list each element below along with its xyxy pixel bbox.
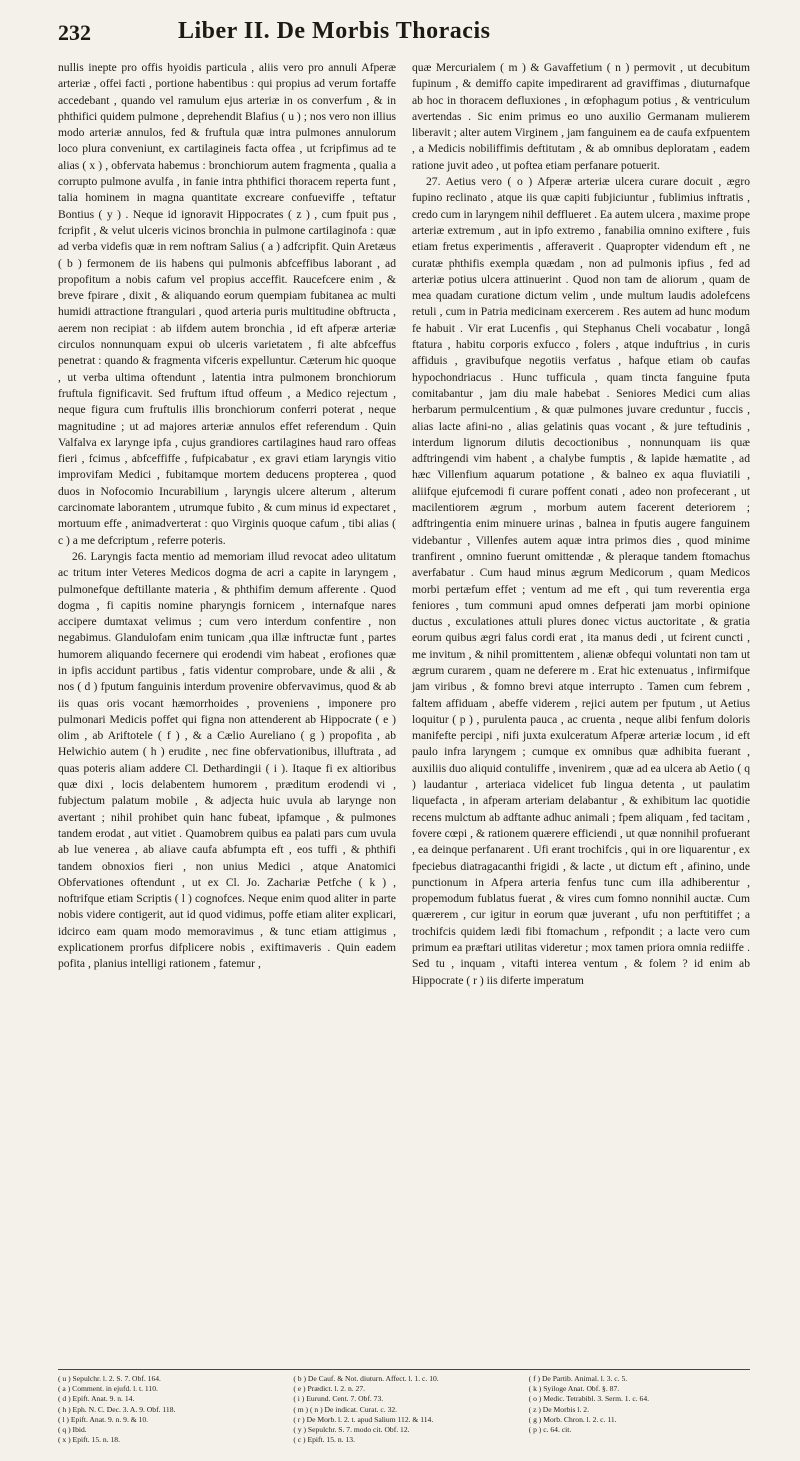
footnote: ( i ) Eurund. Cent. 7. Obf. 73. bbox=[293, 1394, 384, 1404]
footnote: ( x ) Epift. 15. n. 18. bbox=[58, 1435, 121, 1445]
footnote: ( p ) c. 64. cit. bbox=[528, 1425, 572, 1435]
text-columns bbox=[58, 60, 750, 1365]
page-header bbox=[58, 18, 748, 48]
footnote: ( u ) Sepulchr. l. 2. S. 7. Obf. 164. bbox=[58, 1374, 161, 1383]
paragraph: 26. Laryngis facta mentio ad memoriam illud revocat adeo ulitatum ac tritum inter Veteres Medicos dogma de acri a capite in laryngem , pulmonefque deftillante materia , & phthifim demum afferente . Quod dogma , fi capitis nomine pharyngis fornicem , internafque nares accipere dumtaxat velimus ; cum vero interdum confentire , non negabimus. Glandulofam enim tunicam ,qua illæ inftructæ funt , partes humorem aliquando fecernere qui erodendi vim habeat , erofiones quæ in ipfis accidunt partibus , fatis videntur comprobare, unde & alii , & nos ( d ) fputum fanguinis interdum provenire obfervavimus, quod & ab iis quas oris vocant hæmorrhoides , proveniens , imponere pro pulmonari Medicis poffet qui figna non attenderent ab Hippocrate ( e ) olim , ab Ariftotele ( f ) , & a Cælio Aureliano ( g ) propofita , ab Helwichio autem ( h ) erudite , nec fine obfervationibus, illuftrata , ad quas poteris aliam addere Cl. Dethardingii ( i ). Itaque fi ex altioribus quæ dixi , locis delabentem humorem , præditum erodendi vi , fubjectum palatum mobile , & adjecta huic uvula ab larynge non avertant ; nihil prohibet quin hanc fubeat, ipfamque , & pulmones tandem erodat , aut vitiet . Quamobrem quibus ea palati pars cum uvula ab lue venerea , ab aliave caufa abfumpta eft , eos tuffi , & phthifi tandem obnoxios fieri , non unius Medici , atque Anatomici Obfervationes oftendunt , ut ex Cl. Jo. Zachariæ Petfche ( k ) , noftrifque etiam Scriptis ( l ) cognofces. Neque enim quod aliter in parte nobis videre contigerit, aut id quod vidimus, poffe etiam aliter explicari, idcirco eam quam modo memoravimus , & tunc etiam attigimus , explicationem prorfus difplicere nobis , exiftimaveris . Quin eadem pofita , planius intelligi rationem , fatemur , bbox=[58, 549, 396, 971]
footnote: ( c ) Epift. 15. n. 13. bbox=[293, 1435, 355, 1445]
right-column bbox=[412, 60, 750, 1365]
footnote: ( o ) Medic. Tetrabibl. 3. Serm. 1. c. 64. bbox=[528, 1394, 650, 1404]
footnote: ( f ) De Partib. Animal. l. 3. c. 5. bbox=[528, 1374, 628, 1383]
paragraph: nullis inepte pro offis hyoidis particula , aliis vero pro annuli Afperæ arteriæ , offei facti , portione habentibus : qui propius ad verum fortaffe accedebant , quando vel ramulum ejus arteriæ in os converfum , & in phthifici quidem pulmone , deprehendit Blafius ( u ) ; nos vero non illius modo arteriæ annulos, fed & fruftula quæ intra pulmones annulorum loco plura conveniunt, ex cartilagineis facta offea , ut fcripfimus ad te alias ( x ) , obfervata habemus : bronchiorum autem fragmenta , qualia a corrupto pulmone avulfa , in fanie intra phthifici thoracem reperta funt , talia hominem in magna quantitate excreare confueviffe , teftatur Bontius ( y ) . Neque id ignoravit Hippocrates ( z ) , cum fpuit pus , fcripfit , & velut ulceris vicinos bronchia in pulmone cartilaginofa : quæ ad verba videfis quæ in rem noftram Salius ( a ) adfcripfit. Quin Aretæus ( b ) fermonem de iis habens qui pulmonis abfceffibus laborant , ad propofitum a nobis cafum vel propius acceffit. Raucefcere enim , & breve fpirare , dixit , & aliquando eorum quempiam fubitanea ac multi humidi attractione ftrangulari , quod arteria puris multitudine obftructa , aerem non recipiat : ab iifdem autem bronchia , id eft afperæ arteriæ circulos nonnunquam expui ob ulceris varietatem , fi alte abfceffus penetrat : quando & fragmenta vifceris expelluntur. Cæterum hic quoque , ut verba ultima oftendunt , latentia intra pulmonem bronchiorum fruftula fignificavit. Sed fruftum iftud offeum , a Medico rejectum , neque figura cum fruftulis illis bronchiorum conferri poterat , neque magnitudine ; ut ad majores arteriæ annulos effet referendum . Quin Valfalva ex larynge ipfa , cujus grandiores cartilagines haud raro offeas fieri , fcimus , abfceffiffe , fufpicabatur , ex gravi etiam laryngis vitio improvifam Medici , fubitamque mortem deducens propterea , quod duos in Nofocomio Incurabilium , laryngis ulcere alterum , alterum carcinomate laborantem , utrumque fubito , & cum minus id expectaret , mortuum effe , animadverterat : quo Virginis quoque cafum , tibi alias ( c ) a me defcriptum , referre poteris. bbox=[58, 61, 396, 547]
footnotes bbox=[58, 1374, 750, 1445]
left-column bbox=[58, 60, 396, 1365]
footnote: ( e ) Prædict. l. 2. n. 27. bbox=[293, 1384, 366, 1394]
footnote: ( g ) Morb. Chron. l. 2. c. 11. bbox=[528, 1414, 617, 1424]
footnote: ( b ) De Cauf. & Not. diuturn. Affect. l. 1. c. 10. bbox=[293, 1374, 439, 1383]
paragraph: 27. Aetius vero ( o ) Afperæ arteriæ ulcera curare docuit , ægro fupino reclinato , atque iis quæ capiti fubjiciuntur , fublimius inftratis , credo cum in laryngem nihil defflueret . Ea autem ulcera , maxime prope arteriæ extremum , aut in ipfo extremo , fanabilia omnino exiftere , fuis etiam fretus experimentis , afferaverit . Quapropter videndum eft , ne curatæ phthifis exempla quædam , non ad pulmonis ipfius , fed ad arteriæ potius ulcera attinuerint . Quod non tam de aliorum , quam de mea quadam curatione dictum velim , unde multum laudis adolefcens retuli , cum in Patria medicinam exercerem . Res autem ad hunc modum fe habuit . Vir erat Lucenfis , qui Stephanus Cheli vocabatur , longâ ftatura , habitu corporis exfucco , folers , atque induftrius , in curis affiduis , gravibufque negotiis verfatus , hafque etiam ob caufas hypochondriacus . Hunc tufficula , quam tincta fanguine fputa comitabantur , jam diu male habebat . Seniores Medici cum alias herbarum permulcentium , & quæ pulmones juvare creduntur , fuccis , alias lacte afini-no , alias gelatinis quas vocant , & jure teftudinis , interdum lignorum dilutis decoctionibus , nonnunquam iis quæ adftringendi vim habent , a chalybe fumptis , & lapide hæmatite , ad hæc Villenfium aquarum potatione , & balneo ex aqua fluviatili , aliifque ejufcemodi fi curare poffent conati , adeo non profecerant , ut macilentiorem ægrum , morbum autem facerent deteriorem ; adftringentia enim minuere urinas , balnea in fputis augere fanguinem videbantur , Villenfes autem aquæ intra primos dies , quod minime tranfirent , omnino fuerunt omittendæ , & pleraque tandem ftomachus averfabatur . Cum haud minus ægrum Medicorum , quam Medicos morbi pertæfum effet ; ventum ad me eft , qui tum reverentia erga feniores , tum communi apud omnes defperati jam morbi opinione ductus , exculationes attuli plures donec victus auctoritate , & gratia eorum quibus ægri falus cordi erat , ita manus dedi , ut fcirent cuncti , me invitum , & nihil promittentem , alienæ obfequi voluntati non tam ut ægrum curarem , quam ne deferere m . Erat hic extenuatus , infirmifque jam viribus , & fomno brevi atque interrupto . Tamen cum febrem , faltem affiduam , abeffe viderem , rejici autem per fputum , ut Aetius loquitur ( p ) , purulenta pauca , ac cruenta , neque alibi fenfum doloris manifefte percipi , nifi juxta exulceratum Afperæ arteriæ locum , id eft paulo infra laryngem ; cumque ex omnibus quæ adhibita fuerant , auxiliis duo aliquid contuliffe , invenirem , quæ ad ea ulcera ab Aetio ( q ) laudantur , arteriaca videlicet fub lingua detenta , ut paulatim liquefacta , in afperam arteriam delabantur , & exhibitum lac quotidie recens mulctum ab adftante adhuc animali ; fpem aliquam , fed tacitam , fovere cœpi , & rationem quærere efficiendi , ut quæ nonnihil profuerant , ea deinque perfanarent . Ufi erant trochifcis , qui in ore liquarentur , ex fpeciebus diatragacanthi frigidi , & lacte , ut dictum eft , afinino, unde punctionum in Afpera arteria fenfus tunc cum illa adhiberentur , propemodum fublatus fuerat , & vires cum fomno nonnihil auctæ. Cum quærerem , cur igitur in eorum quæ juverant , ufu non perftitiffet ; a trochifcis quidem lædi fibi ftomachum , refpondit ; a lacte vero cum primum ea præftari utilitas videretur ; mox tamen priora omnia rediiffe . Sed tu , inquam , vitafti interea ventum , & folem ? id enim ab Hippocrate ( r ) iis diferte imperatum bbox=[412, 175, 750, 987]
footnote: ( a ) Comment. in ejufd. l. t. 110. bbox=[58, 1384, 158, 1394]
footnote: ( y ) Sepulchr. S. 7. modo cit. Obf. 12. bbox=[293, 1425, 410, 1435]
footnote-rule bbox=[58, 1369, 750, 1370]
paragraph: quæ Mercurialem ( m ) & Gavaffetium ( n ) permovit , ut decubitum fupinum , & demiffo capite impedirarent ad graviffimas , diuturnafque ab hoc in thoracem defluxiones , in œfophagum potius , & ventriculum avertendas . Sic enim primus eo uno auxilio Germanam mulierem liberavit ; alter autem Virginem , jam fanguinem ea de caufa exfpuentem , a Medicis nobiliffimis deftitutam , & ab omnibus deploratam , eadem ratione juvit adeo , ut poftea etiam perfanare potuerit. bbox=[412, 61, 750, 172]
footnote: ( z ) De Morbis l. 2. bbox=[528, 1404, 589, 1414]
footnote: ( q ) Ibid. bbox=[58, 1425, 87, 1435]
footnote: ( h ) Eph. N. C. Dec. 3. A. 9. Obf. 118. bbox=[58, 1404, 176, 1414]
footnote: ( k ) Syiloge Anat. Obf. §. 87. bbox=[528, 1384, 620, 1394]
footnote: ( m ) ( n ) De indicat. Curat. c. 32. bbox=[293, 1404, 398, 1414]
running-head: Liber II. De Morbis Thoracis bbox=[178, 18, 491, 44]
footnote: ( l ) Epift. Anat. 9. n. 9. & 10. bbox=[58, 1414, 149, 1424]
page-number: 232 bbox=[58, 20, 91, 45]
footnote: ( d ) Epift. Anat. 9. n. 14. bbox=[58, 1394, 135, 1404]
footnote: ( r ) De Morb. l. 2. t. apud Salium 112. & 114. bbox=[293, 1414, 434, 1424]
